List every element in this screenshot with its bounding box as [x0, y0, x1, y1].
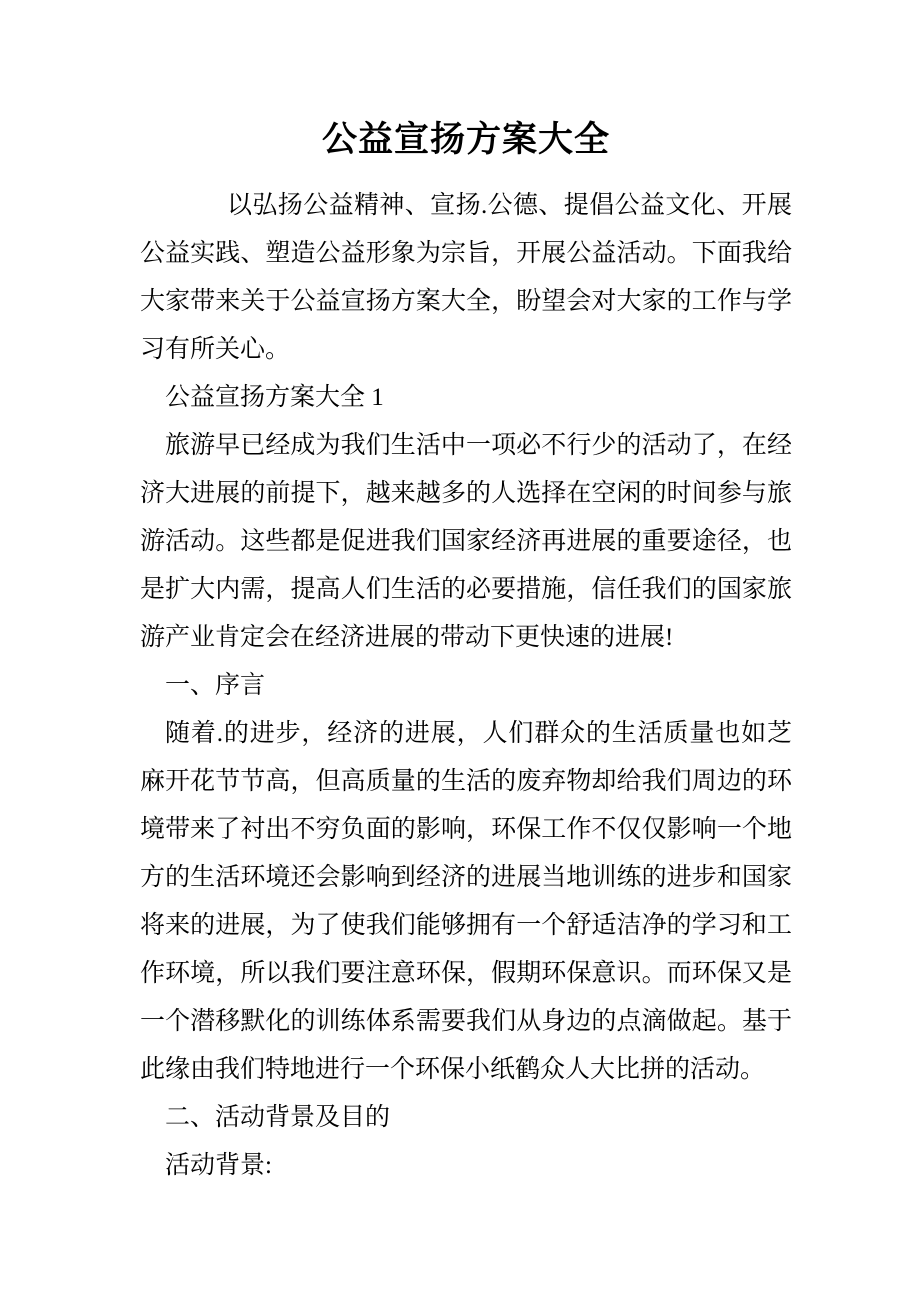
paragraph-tourism: 旅游早已经成为我们生活中一项必不行少的活动了，在经济大进展的前提下，越来越多的人选择在空闲的时间参与旅游活动。这些都是促进我们国家经济再进展的重要途径，也是扩大内需，提高人们生活的必要措施，信任我们的国家旅游产业肯定会在经济进展的带动下更快速的进展! [140, 432, 792, 651]
section-heading-background-purpose: 二、活动背景及目的 [165, 1104, 391, 1131]
subtitle-plan-1: 公益宣扬方案大全 1 [165, 384, 384, 411]
document-content [140, 116, 792, 1190]
document-title: 公益宣扬方案大全 [321, 120, 610, 159]
paragraph-environment: 随着.的进步，经济的进展，人们群众的生活质量也如芝麻开花节节高，但高质量的生活的废弃物却给我们周边的环境带来了衬出不穷负面的影响，环保工作不仅仅影响一个地方的生活环境还会影响到经济的进展当地训练的进步和国家将来的进展，为了使我们能够拥有一个舒适洁净的学习和工作环境，所以我们要注意环保，假期环保意识。而环保又是一个潜移默化的训练体系需要我们从身边的点滴做起。基于此缘由我们特地进行一个环保小纸鹤众人大比拼的活动。 [140, 720, 792, 1083]
intro-paragraph: 以弘扬公益精神、宣扬.公德、提倡公益文化、开展公益实践、塑造公益形象为宗旨，开展公益活动。下面我给大家带来关于公益宣扬方案大全，盼望会对大家的工作与学习有所关心。 [140, 192, 792, 363]
label-activity-background: 活动背景: [165, 1152, 272, 1179]
section-heading-preface: 一、序言 [165, 672, 266, 699]
